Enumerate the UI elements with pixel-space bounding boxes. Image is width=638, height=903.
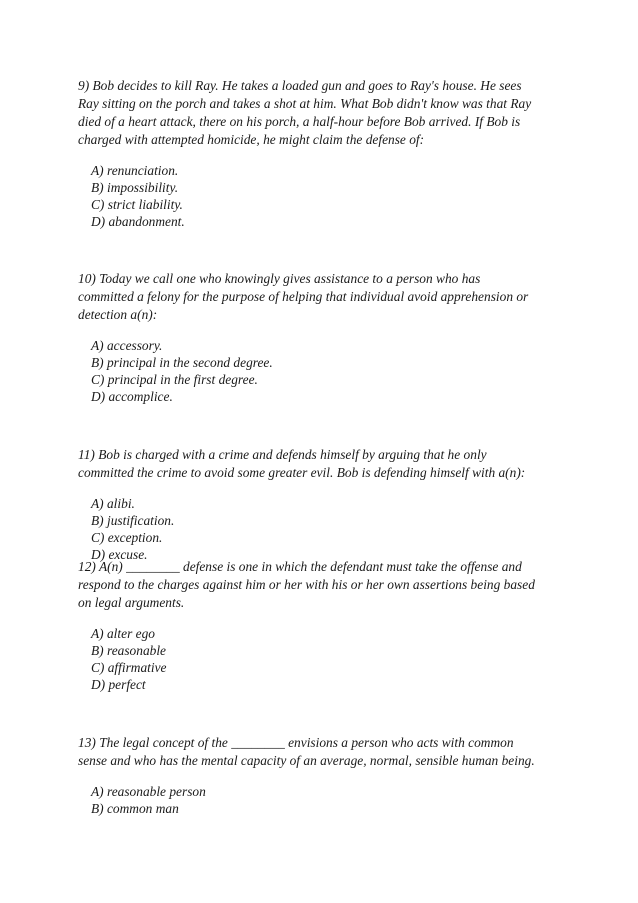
question-11-option-c: C) exception. <box>91 530 163 545</box>
question-10-line-1: 10) Today we call one who knowingly gives assistance to a person who has <box>78 271 481 286</box>
question-10-options <box>91 337 578 405</box>
question-12 <box>78 558 578 693</box>
question-12-line-3: on legal arguments. <box>78 595 185 610</box>
question-12-options <box>91 625 578 693</box>
question-12-option-d: D) perfect <box>91 677 146 692</box>
question-12-option-a: A) alter ego <box>91 626 155 641</box>
question-12-line-2: respond to the charges against him or her with his or her own assertions being based <box>78 577 535 592</box>
question-10-option-c: C) principal in the first degree. <box>91 372 258 387</box>
question-11-option-b: B) justification. <box>91 513 175 528</box>
question-9-line-2: Ray sitting on the porch and takes a shot at him. What Bob didn't know was that Ray <box>78 96 532 111</box>
question-12-line-1: 12) A(n) ________ defense is one in which the defendant must take the offense and <box>78 559 522 574</box>
question-13 <box>78 734 578 817</box>
question-9-options <box>91 162 578 230</box>
question-13-option-b: B) common man <box>91 801 179 816</box>
question-11-option-a: A) alibi. <box>91 496 135 511</box>
question-13-option-a: A) reasonable person <box>91 784 206 799</box>
question-11-options <box>91 495 578 563</box>
question-12-option-b: B) reasonable <box>91 643 166 658</box>
question-9-option-b: B) impossibility. <box>91 180 179 195</box>
question-9-option-a: A) renunciation. <box>91 163 179 178</box>
question-9-line-1: 9) Bob decides to kill Ray. He takes a loaded gun and goes to Ray's house. He sees <box>78 78 522 93</box>
question-11-option-d: D) excuse. <box>91 547 148 562</box>
question-10-option-a: A) accessory. <box>91 338 163 353</box>
question-9 <box>78 77 578 230</box>
question-11-line-2: committed the crime to avoid some greater evil. Bob is defending himself with a(n): <box>78 465 526 480</box>
question-9-line-3: died of a heart attack, there on his porch, a half-hour before Bob arrived. If Bob is <box>78 114 521 129</box>
question-9-line-4: charged with attempted homicide, he might claim the defense of: <box>78 132 425 147</box>
question-10-line-3: detection a(n): <box>78 307 158 322</box>
question-9-option-d: D) abandonment. <box>91 214 185 229</box>
question-10 <box>78 270 578 405</box>
question-10-option-b: B) principal in the second degree. <box>91 355 273 370</box>
question-13-line-2: sense and who has the mental capacity of an average, normal, sensible human being. <box>78 753 535 768</box>
question-10-option-d: D) accomplice. <box>91 389 173 404</box>
question-12-option-c: C) affirmative <box>91 660 167 675</box>
question-11-line-1: 11) Bob is charged with a crime and defends himself by arguing that he only <box>78 447 487 462</box>
question-11 <box>78 446 578 563</box>
question-13-line-1: 13) The legal concept of the ________ envisions a person who acts with common <box>78 735 514 750</box>
question-9-option-c: C) strict liability. <box>91 197 183 212</box>
question-13-options <box>91 783 578 817</box>
question-10-line-2: committed a felony for the purpose of helping that individual avoid apprehension or <box>78 289 529 304</box>
